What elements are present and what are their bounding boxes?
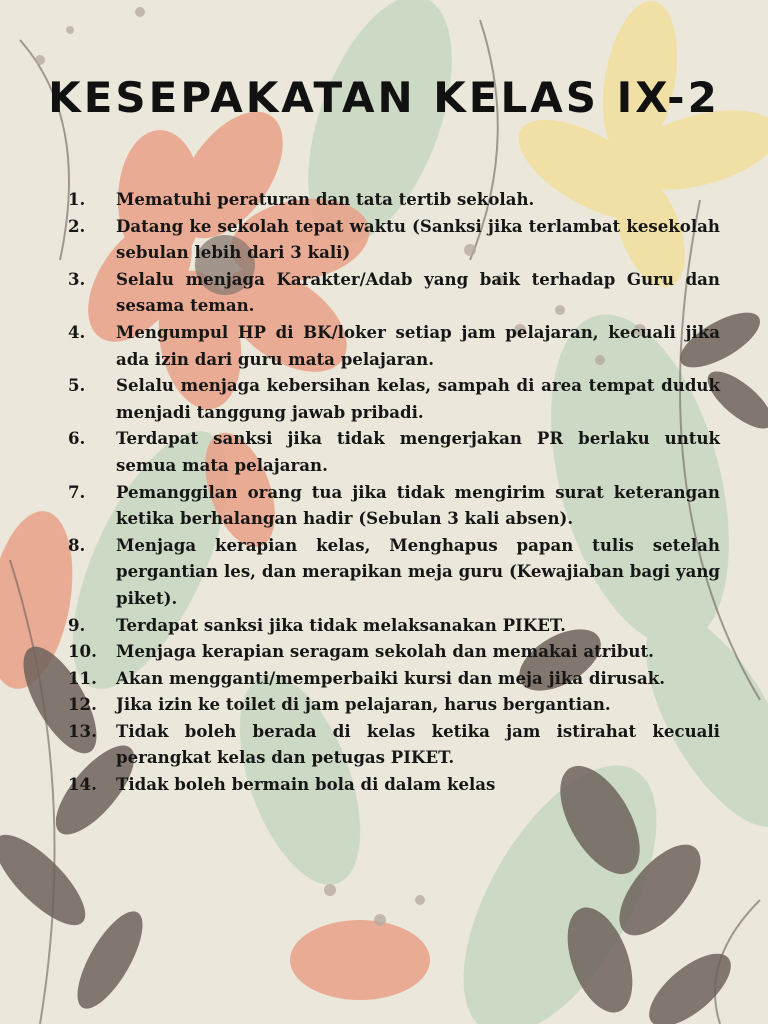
item-number: 1. — [68, 189, 86, 209]
item-number: 8. — [68, 534, 86, 555]
item-number: 12. — [68, 694, 97, 715]
list-item — [68, 532, 720, 612]
item-text: Mengumpul HP di BK/loker setiap jam pelajaran, kecuali jika ada izin dari guru mata pelajaran. — [116, 321, 720, 369]
list-item — [68, 266, 720, 319]
item-text: Selalu menjaga kebersihan kelas, sampah di area tempat duduk menjadi tanggung jawab pribadi. — [116, 375, 720, 422]
item-number: 14. — [68, 774, 97, 795]
item-text: Terdapat sanksi jika tidak melaksanakan PIKET. — [116, 614, 566, 635]
page-title: KESEPAKATAN KELAS IX-2 — [48, 73, 720, 122]
item-number: 4. — [68, 321, 86, 342]
item-number: 10. — [68, 641, 97, 662]
item-number: 3. — [68, 268, 86, 289]
list-item — [68, 186, 720, 213]
item-text: Pemanggilan orang tua jika tidak mengirim surat keterangan ketika berhalangan hadir (Sebulan 3 kali absen). — [116, 481, 720, 529]
list-item — [68, 213, 720, 266]
item-number: 2. — [68, 215, 86, 236]
item-text: Mematuhi peraturan dan tata tertib sekolah. — [116, 189, 535, 209]
item-text: Terdapat sanksi jika tidak mengerjakan PR berlaku untuk semua mata pelajaran. — [116, 428, 720, 475]
list-item — [68, 691, 720, 718]
list-item — [68, 638, 720, 665]
item-text: Selalu menjaga Karakter/Adab yang baik terhadap Guru dan sesama teman. — [116, 268, 720, 316]
list-item — [68, 665, 720, 692]
item-text: Menjaga kerapian kelas, Menghapus papan tulis setelah pergantian les, dan merapikan meja guru (Kewajiaban bagi yang piket). — [116, 534, 720, 608]
list-item — [68, 612, 720, 639]
item-text: Tidak boleh berada di kelas ketika jam istirahat kecuali perangkat kelas dan petugas PIKET. — [116, 720, 720, 768]
list-item — [68, 425, 720, 478]
item-number: 5. — [68, 375, 86, 396]
item-number: 6. — [68, 428, 86, 449]
item-number: 9. — [68, 614, 86, 635]
item-text: Menjaga kerapian seragam sekolah dan memakai atribut. — [116, 641, 654, 662]
item-text: Datang ke sekolah tepat waktu (Sanksi jika terlambat kesekolah sebulan lebih dari 3 kali) — [116, 215, 720, 263]
item-number: 13. — [68, 720, 97, 741]
item-text: Jika izin ke toilet di jam pelajaran, harus bergantian. — [116, 694, 611, 715]
list-item — [68, 479, 720, 532]
item-text: Tidak boleh bermain bola di dalam kelas — [116, 774, 496, 795]
list-item — [68, 372, 720, 425]
rules-list — [68, 186, 720, 798]
list-item — [68, 718, 720, 771]
item-text: Akan mengganti/memperbaiki kursi dan meja jika dirusak. — [116, 667, 665, 688]
item-number: 7. — [68, 481, 86, 502]
list-item — [68, 319, 720, 372]
list-item — [68, 771, 720, 798]
item-number: 11. — [68, 667, 97, 688]
